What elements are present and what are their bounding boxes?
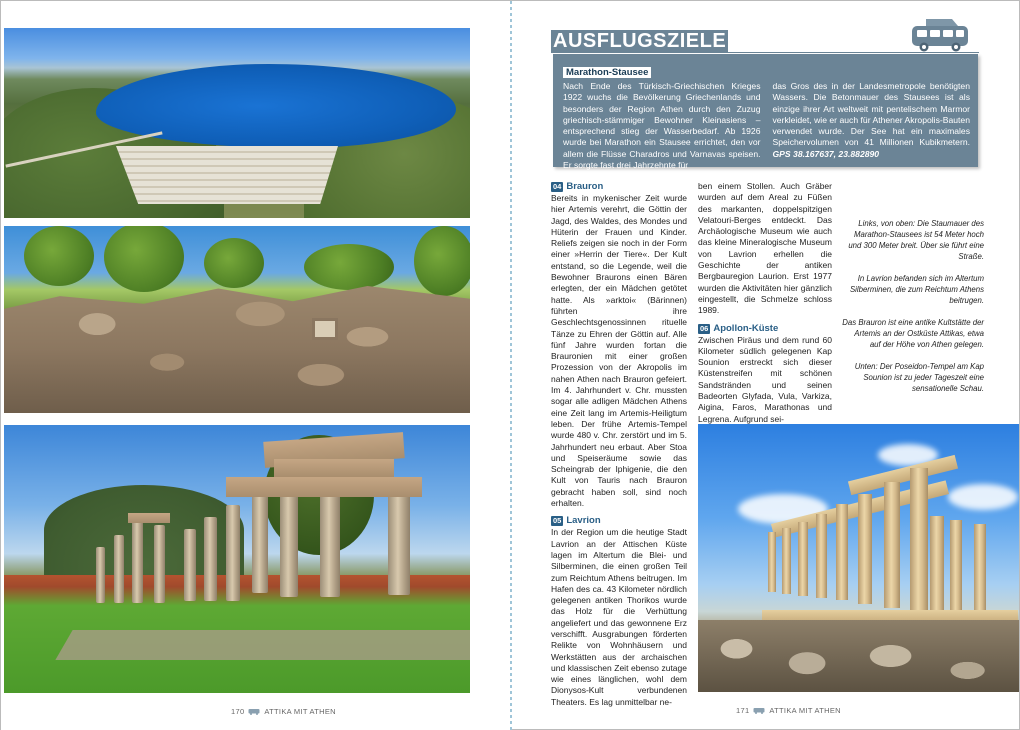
column: [884, 482, 900, 608]
column: [96, 547, 105, 603]
section-text-apollon: Zwischen Piräus und dem rund 60 Kilometer südlich gelegenen Kap Sounion erstreckt sich dieser Küstenstreifen mit schönen Sandstränden und seinen Badeorten Glyfada, Vula, Varkiza, Aigina, Faros, Marathonas und Legrena. Aufgrund sei-: [698, 334, 832, 424]
column: [950, 520, 962, 614]
photo-brauron-temple: [4, 425, 470, 693]
tree: [304, 244, 394, 290]
footer-left: [231, 707, 336, 716]
page-number-left: 170: [231, 707, 245, 716]
column: [154, 525, 165, 603]
column: [388, 485, 410, 595]
tree: [24, 226, 94, 286]
footer-label-left: ATTIKA MIT ATHEN: [264, 707, 336, 716]
column: [132, 521, 143, 603]
column: [204, 517, 217, 601]
column: [252, 493, 268, 593]
stone-path: [55, 630, 470, 660]
column: [836, 504, 848, 600]
section-title: Lavrion: [566, 515, 601, 527]
stone-opening: [312, 318, 338, 340]
caption: Das Brauron ist eine antike Kultstätte der Artemis an der Ostküste Attikas, etwa auf der Höhe von Athen gelegen.: [842, 318, 984, 349]
column: [280, 485, 298, 597]
section-heading-apollon: [698, 323, 832, 335]
section-title: Apollon-Küste: [713, 322, 779, 334]
caption: Unten: Der Poseidon-Tempel am Kap Sounion ist zu jeder Tageszeit eine sensationelle Schau.: [854, 362, 984, 393]
column: [226, 505, 240, 601]
section-text-brauron: Bereits in mykenischer Zeit wurde hier Artemis verehrt, die Göttin der Jagd, des Waldes, des Mondes und Hüterin der Frauen und Kinder. Reliefs zeigen sie noch in der Form einer »Herrin der Tiere«. Der Kult entstand, so die Legende, weil die Bewohner Braurons einen Bären erlegten, der ein Mädchen getötet hatte. Als »arktoi« (Bärinnen) führten ihre Geschlechtsgenossinnen rituelle Tänze zu Ehren der Göttin auf. Alle fünf Jahre wurden fortan die Brauronien mit einer großen Prozession von der Akropolis im nahen Athen nach Brauron gefeiert. Im 4. Jahrhundert v. Chr. mussten sogar alle adligen Mädchen Athens eine Zeit lang im Artemis-Heiligtum leben. Der frühe Artemis-Tempel wurde 480 v. Chr. zerstört und im 5. Jahrhundert neu erbaut. Aber Stoa und Speiseräume sowie das Scheingrab der Iphigenie, die den Kult von Tauris nach Brauron gebracht haben soll, sind noch erhalten.: [551, 193, 687, 509]
cloud: [948, 484, 1018, 510]
column: [858, 494, 872, 604]
column: [974, 524, 986, 616]
page-title: AUSFLUGSZIELE: [553, 30, 727, 52]
architrave: [128, 513, 170, 523]
photo-captions: [842, 218, 984, 405]
column: [184, 529, 196, 601]
column: [782, 528, 791, 594]
section-heading-lavrion: [551, 515, 687, 527]
page-number-right: 171: [736, 706, 750, 715]
info-box-marathon: [553, 54, 978, 171]
campervan-icon: [753, 707, 765, 714]
info-box-col-2-text: das Gros des in der Landesmetropole benötigten Wassers. Die Betonmauer des Stausees ist als einzige ihrer Art weltweit mit pentelischem Marmor verkleidet, wie er auch für Athener Akropolis-Bauten verwendet wurde. Der See hat ein maximales Speichervolumen von 41 Millionen Kubikmetern.: [772, 81, 970, 148]
campervan-icon: [248, 708, 260, 715]
section-number: 05: [553, 516, 562, 526]
info-box-title: Marathon-Stausee: [563, 67, 651, 78]
section-text-lavrion-cont: ben einem Stollen. Auch Gräber wurden auf dem Areal zu Füßen des markanten, doppelspitzigen Velatouri-Berges entdeckt. Das Archäologische Museum wie auch das kleine Mineralogische Museum von Lavrion erhellen die Geschichte der antiken Bergbauregion Laurion. Erst 1977 wurden die Aktivitäten hier gänzlich eingestellt, die Schmelze schloss 1989.: [698, 181, 832, 316]
section-title: Brauron: [566, 181, 604, 192]
column: [114, 535, 124, 603]
section-number: 06: [700, 323, 709, 333]
photo-sounion-temple: [698, 424, 1019, 692]
footer-right: [736, 706, 841, 715]
column: [910, 468, 928, 612]
footer-label-right: ATTIKA MIT ATHEN: [769, 706, 841, 715]
photo-marathon-reservoir: [4, 28, 470, 218]
caption: In Lavrion befanden sich im Altertum Silberminen, die zum Reichtum Athens beitrugen.: [849, 274, 984, 305]
text-column-2: [698, 181, 832, 425]
tree: [104, 226, 184, 292]
text-column-1: [551, 181, 687, 708]
tree: [204, 238, 264, 288]
frieze: [274, 459, 394, 477]
gps-coordinates: GPS 38.167637, 23.882890: [772, 148, 880, 159]
section-heading-brauron: [551, 181, 687, 193]
campervan-icon: [908, 16, 972, 54]
left-page: [1, 1, 511, 730]
dam-wall: [116, 146, 338, 204]
photo-lavrion-ruins: [4, 226, 470, 413]
column: [930, 516, 944, 612]
rocks: [698, 620, 1019, 692]
column: [816, 514, 827, 598]
column: [798, 522, 808, 596]
info-box-col-1: Nach Ende des Türkisch-Griechischen Krieges 1922 wuchs die Bevölkerung Griechenlands und besonders der Region Athen durch den Zuzug griechisch-stämmiger Bewohner Kleinasiens – entsprechend stieg der Wasserbedarf. Ab 1926 wurde bei Marathon ein Stausee errichtet, den vor allem die Flüsse Charadros und Varnavas speisen. Er sorgte fast drei Jahrzehnte für: [563, 81, 761, 171]
section-text-lavrion: In der Region um die heutige Stadt Lavrion an der Attischen Küste lagen im Altertum die Blei- und Silberminen, die einen großen Teil zum Reichtum Athens beitrugen. Im Hafen des ca. 43 Kilometer nördlich gelegenen antiken Thorikos wurde das Holz für die Verhüttung angeliefert und das gewonnene Erz verschifft. Ausgrabungen förderten Relikte von Wohnhäusern und Werkstätten aus der archaischen und klassischen Zeit ebenso zutage wie eines länglichen, wohl dem Dionysos-Kult verbundenen Theaters. Es lag unmittelbar ne-: [551, 527, 687, 707]
gutter-line: [510, 1, 512, 730]
info-box-col-2: [773, 81, 971, 171]
stone-wall: [4, 286, 470, 413]
caption: Links, von oben: Die Staumauer des Marathon-Stausees ist 54 Meter hoch und 300 Meter breit. Über sie führt eine Straße.: [848, 219, 984, 261]
architrave: [226, 477, 422, 497]
column: [768, 532, 776, 592]
section-number: 04: [553, 182, 562, 191]
tree: [414, 226, 470, 296]
